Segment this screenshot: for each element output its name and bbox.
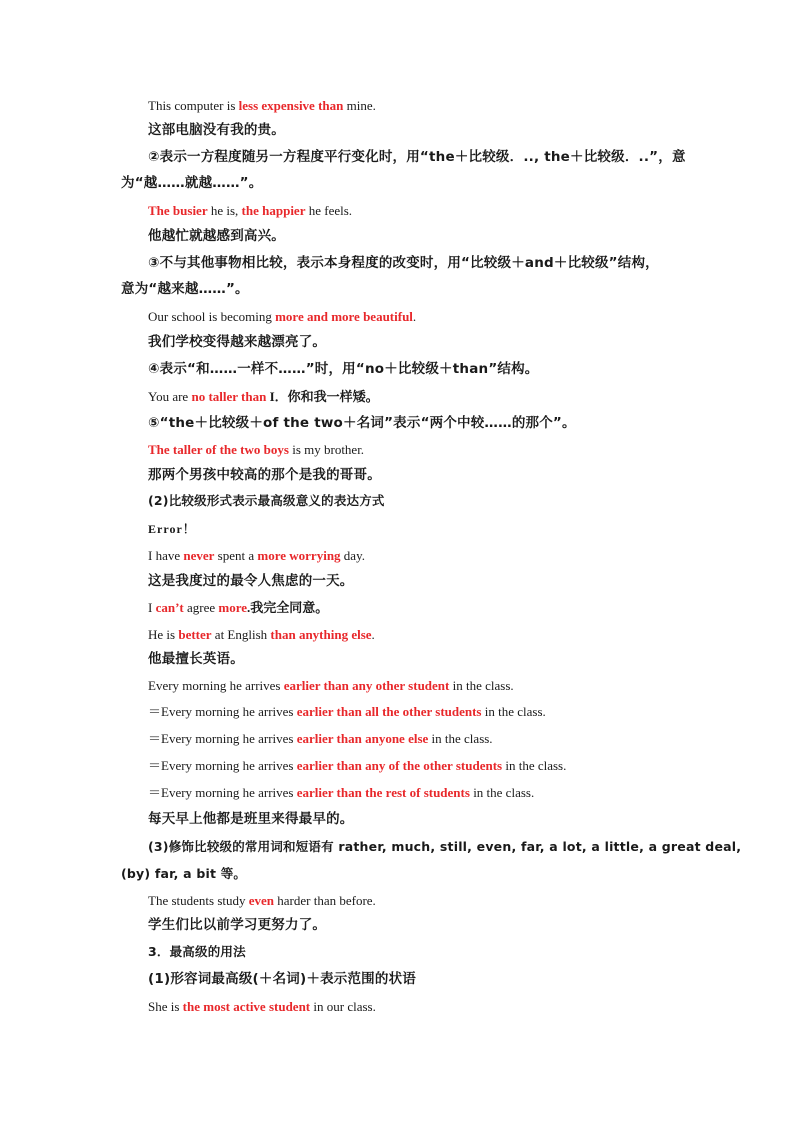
line-6: 他越忙就越感到高兴。 xyxy=(148,228,285,244)
line-23: Every morning he arrives earlier than any other student in the class. xyxy=(148,678,514,693)
line-12: You are no taller than I．你和我一样矮。 xyxy=(148,389,379,404)
section-heading-3: 3．最高级的用法 xyxy=(148,944,246,959)
line-24: ＝Every morning he arrives earlier than all the other students in the class. xyxy=(148,704,546,719)
line-22: 他最擅长英语。 xyxy=(148,651,244,667)
line-2: 这部电脑没有我的贵。 xyxy=(148,122,285,138)
line-19: 这是我度过的最令人焦虑的一天。 xyxy=(148,573,354,589)
line-4: 为“越……就越……”。 xyxy=(121,175,263,191)
line-27: ＝Every morning he arrives earlier than the rest of students in the class. xyxy=(148,785,535,800)
line-31: The students study even harder than before. xyxy=(148,893,376,908)
line-13: ⑤“the＋比较级＋of the two＋名词”表示“两个中较……的那个”。 xyxy=(148,415,576,431)
line-11: ④表示“和……一样不……”时，用“no＋比较级＋than”结构。 xyxy=(148,361,539,377)
line-3: ②表示一方程度随另一方程度平行变化时，用“the＋比较级．.., the＋比较级．..”，意 xyxy=(148,149,686,165)
line-26: ＝Every morning he arrives earlier than any of the other students in the class. xyxy=(148,758,567,773)
line-20: I can’t agree more.我完全同意。 xyxy=(148,600,329,615)
line-9: Our school is becoming more and more beautiful. xyxy=(148,309,417,324)
line-32: 学生们比以前学习更努力了。 xyxy=(148,917,327,933)
line-30: (by) far, a bit 等。 xyxy=(121,866,247,881)
line-14: The taller of the two boys is my brother. xyxy=(148,442,365,457)
line-35: She is the most active student in our class. xyxy=(148,999,376,1014)
line-34: (1)形容词最高级(＋名词)＋表示范围的状语 xyxy=(148,971,416,987)
error-marker: Error！ xyxy=(148,522,196,536)
line-29: (3)修饰比较级的常用词和短语有 rather, much, still, even, far, a lot, a little, a great deal, xyxy=(148,839,742,854)
line-18: I have never spent a more worrying day. xyxy=(148,548,365,563)
line-5: The busier he is, the happier he feels. xyxy=(148,203,353,218)
line-8: 意为“越来越……”。 xyxy=(121,281,249,297)
line-21: He is better at English than anything else. xyxy=(148,627,375,642)
line-25: ＝Every morning he arrives earlier than anyone else in the class. xyxy=(148,731,493,746)
line-15: 那两个男孩中较高的那个是我的哥哥。 xyxy=(148,467,381,483)
section-heading-2: (2)比较级形式表示最高级意义的表达方式 xyxy=(148,493,385,508)
line-28: 每天早上他都是班里来得最早的。 xyxy=(148,811,354,827)
line-7: ③不与其他事物相比较，表示本身程度的改变时，用“比较级＋and＋比较级”结构， xyxy=(148,255,659,271)
line-1: This computer is less expensive than mine. xyxy=(148,98,376,113)
line-10: 我们学校变得越来越漂亮了。 xyxy=(148,334,327,350)
